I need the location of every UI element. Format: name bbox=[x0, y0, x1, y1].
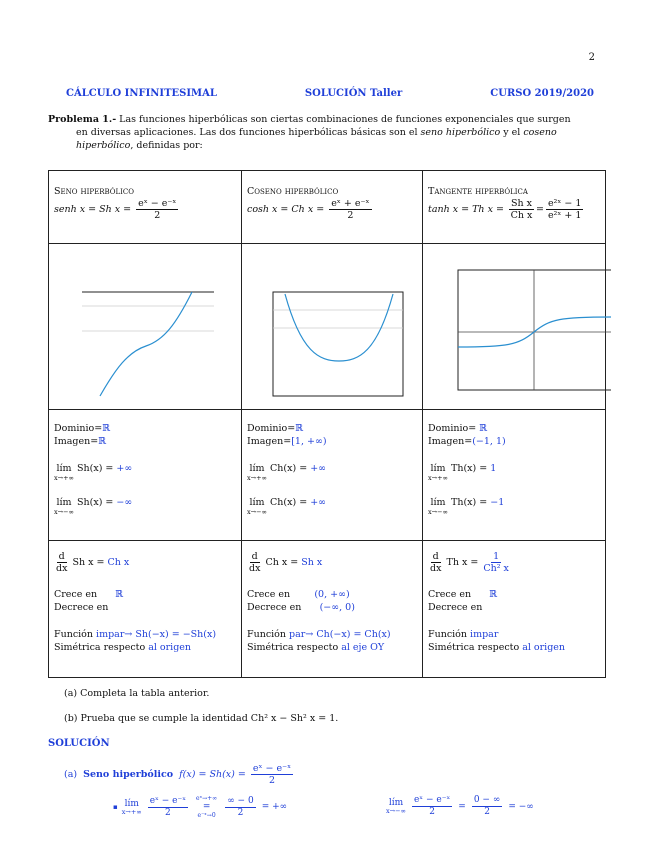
bullet-icon: ▪ bbox=[113, 803, 118, 811]
item-a: (a) Completa la tabla anterior. bbox=[64, 688, 210, 699]
page-header bbox=[66, 88, 594, 99]
solution-limit-pos: ▪ lím x→+∞ $\frac{\text{eˣ − e⁻ˣ}}{2}$ eˣ→+∞ = e⁻ˣ→0 $\frac{\infty - 0}{2}$ = +∞ bbox=[113, 795, 288, 819]
tanh-limit-neg: lím x→−∞ Th(x) = −1 bbox=[428, 497, 505, 516]
problem-statement: Problema 1.- Las funciones hiperbólicas son ciertas combinaciones de funciones exponenciales que surgen en diversas aplicaciones. Las dos funciones hiperbólicas básicas son el seno hiperbólico y el coseno hiperbólico, definidas por: bbox=[48, 114, 571, 151]
hyperbolic-functions-table bbox=[48, 170, 606, 678]
cosh-title: Coseno hiperbólico bbox=[247, 186, 339, 197]
sinh-curve bbox=[100, 292, 192, 396]
sinh-limit-pos: lím x→+∞ Sh(x) = +∞ bbox=[54, 463, 133, 482]
sinh-graph-cell bbox=[49, 244, 242, 410]
cosh-limit-neg: lím x→−∞ Ch(x) = +∞ bbox=[247, 497, 327, 516]
tanh-limit-pos: lím x→+∞ Th(x) = 1 bbox=[428, 463, 497, 482]
tanh-definition-cell: Tangente hiperbólica tanh x = Th x = $\frac{\text{Sh x}}{\text{Ch x}}$ = $\frac{\text{e²ˣ − 1}}{\text{e²ˣ + 1}}$ bbox=[423, 171, 606, 244]
header-year: CURSO 2019/2020 bbox=[490, 88, 594, 99]
sinh-graph bbox=[54, 248, 247, 401]
solution-title: SOLUCIÓN bbox=[48, 738, 110, 749]
tanh-graph-cell bbox=[423, 244, 606, 410]
cosh-curve bbox=[285, 294, 393, 361]
cosh-domain: ℝ bbox=[295, 423, 304, 434]
sinh-domain: ℝ bbox=[102, 423, 111, 434]
tanh-properties-cell: Dominio= ℝ Imagen=(−1, 1) lím x→+∞ Th(x) = 1 lím x→−∞ Th(x) = −1 bbox=[423, 410, 606, 541]
sinh-limit-neg: lím x→−∞ Sh(x) = −∞ bbox=[54, 497, 133, 516]
cosh-limit-pos: lím x→+∞ Ch(x) = +∞ bbox=[247, 463, 327, 482]
solution-a: (a) Seno hiperbólico f(x) = Sh(x) = $\frac{\text{eˣ − e⁻ˣ}}{2}$ bbox=[64, 763, 292, 786]
sinh-definition-cell: Seno hiperbólico senh x = Sh x = $\frac{\text{eˣ − e⁻ˣ}}{2}$ bbox=[49, 171, 242, 244]
tanh-graph-frame bbox=[458, 270, 611, 390]
cosh-graph-cell bbox=[242, 244, 423, 410]
cosh-definition-cell: Coseno hiperbólico cosh x = Ch x = $\frac{\text{eˣ + e⁻ˣ}}{2}$ bbox=[242, 171, 423, 244]
solution-limit-neg: lím x→−∞ $\frac{\text{eˣ − e⁻ˣ}}{2}$ = $\frac{0 - \infty}{2}$ = −∞ bbox=[386, 795, 534, 817]
cosh-graph bbox=[247, 248, 428, 401]
page-number: 2 bbox=[588, 52, 595, 63]
cosh-graph-frame bbox=[273, 292, 403, 396]
problem-label: Problema 1.- bbox=[48, 114, 117, 125]
item-b: (b) Prueba que se cumple la identidad Ch² x − Sh² x = 1. bbox=[64, 713, 339, 724]
cosh-derivative: $\frac{d}{dx}$ Ch x = Sh x bbox=[249, 551, 323, 574]
sinh-derivative: $\frac{d}{dx}$ Sh x = Ch x bbox=[56, 551, 130, 574]
tanh-domain: ℝ bbox=[479, 423, 488, 434]
tanh-graph bbox=[428, 248, 611, 401]
cosh-image: [1, +∞) bbox=[291, 436, 327, 447]
tanh-derivative: $\frac{d}{dx}$ Th x = $\frac{1}{\text{Ch² x}}$ bbox=[430, 551, 509, 574]
cosh-properties-cell: Dominio=ℝ Imagen=[1, +∞) lím x→+∞ Ch(x) = +∞ lím x→−∞ Ch(x) = +∞ bbox=[242, 410, 423, 541]
header-course: CÁLCULO INFINITESIMAL bbox=[66, 88, 217, 99]
tanh-title: Tangente hiperbólica bbox=[428, 186, 528, 197]
tanh-image: (−1, 1) bbox=[472, 436, 506, 447]
cosh-behaviour-cell: $\frac{d}{dx}$ Ch x = Sh x Crece en (0, +∞) Decrece en (−∞, 0) Función par→ Ch(−x) = Ch(x) Simétrica respecto al eje OY bbox=[242, 541, 423, 678]
sinh-title: Seno hiperbólico bbox=[54, 186, 134, 197]
tanh-behaviour-cell: $\frac{d}{dx}$ Th x = $\frac{1}{\text{Ch² x}}$ Crece en ℝ Decrece en Función impar Simétrica respecto al origen bbox=[423, 541, 606, 678]
sinh-behaviour-cell: $\frac{d}{dx}$ Sh x = Ch x Crece en ℝ Decrece en Función impar→ Sh(−x) = −Sh(x) Simétrica respecto al origen bbox=[49, 541, 242, 678]
sinh-properties-cell: Dominio=ℝ Imagen=ℝ lím x→+∞ Sh(x) = +∞ lím x→−∞ Sh(x) = −∞ bbox=[49, 410, 242, 541]
sinh-image: ℝ bbox=[98, 436, 107, 447]
header-title: SOLUCIÓN Taller bbox=[304, 88, 403, 99]
